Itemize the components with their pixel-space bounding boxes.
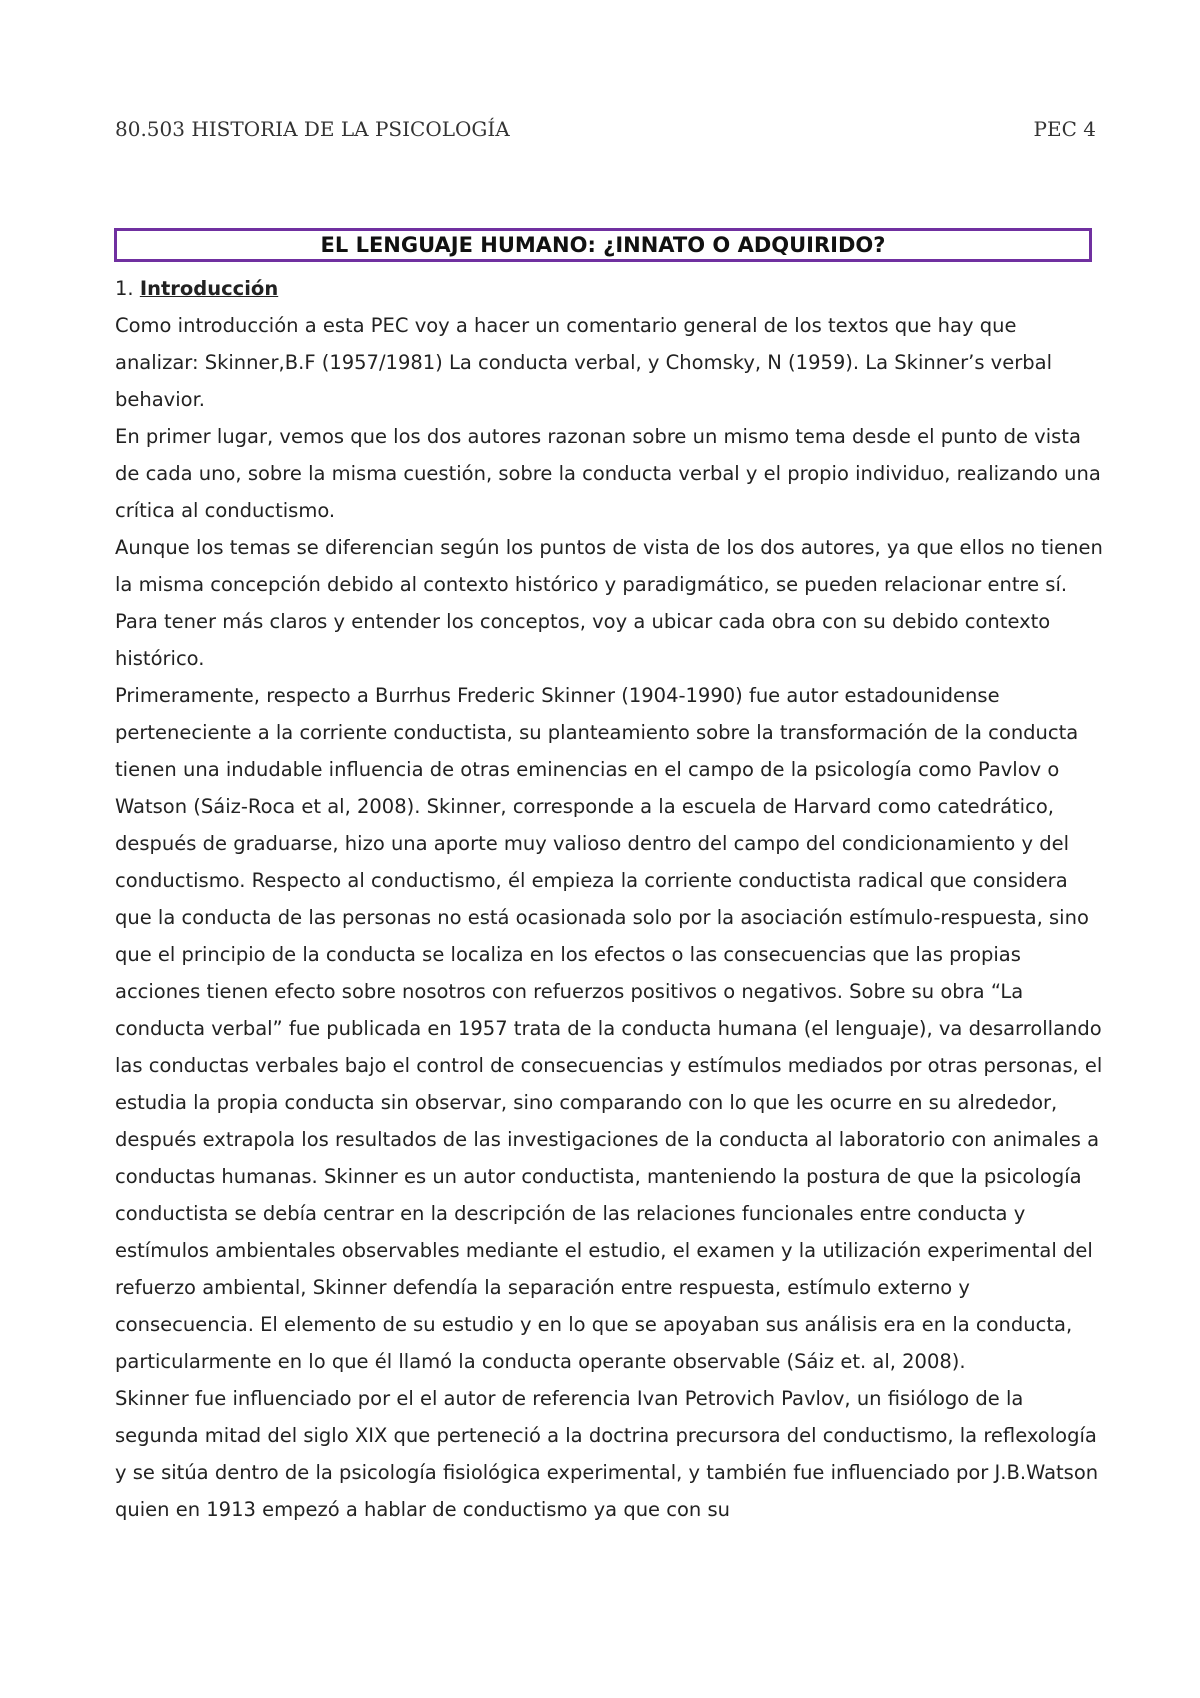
section-title: Introducción (139, 277, 279, 300)
paragraph-5: Skinner fue influenciado por el el autor de referencia Ivan Petrovich Pavlov, un fisiólogo de la segunda mitad del siglo XIX que perteneció a la doctrina precursora del conductismo, la reflexología y se sitúa dentro de la psicología fisiológica experimental, y también fue influenciado por J.B.Watson quien en 1913 empezó a hablar de conductismo ya que con su (115, 1387, 1099, 1521)
section-number: 1. (115, 277, 134, 300)
course-name: 80.503 HISTORIA DE LA PSICOLOGÍA (115, 117, 510, 141)
document-title: EL LENGUAJE HUMANO: ¿INNATO O ADQUIRIDO? (320, 233, 886, 257)
paragraph-4: Primeramente, respecto a Burrhus Frederic Skinner (1904-1990) fue autor estadounidense perteneciente a la corriente conductista, su planteamiento sobre la transformación de la conducta tienen una indudable influencia de otras eminencias en el campo de la psicología como Pavlov o Watson (Sáiz-Roca et al, 2008). Skinner, corresponde a la escuela de Harvard como catedrático, después de graduarse, hizo una aporte muy valioso dentro del campo del condicionamiento y del conductismo. Respecto al conductismo, él empieza la corriente conductista radical que considera que la conducta de las personas no está ocasionada solo por la asociación estímulo-respuesta, sino que el principio de la conducta se localiza en los efectos o las consecuencias que las propias acciones tienen efecto sobre nosotros con refuerzos positivos o negativos. Sobre su obra “La conducta verbal” fue publicada en 1957 trata de la conducta humana (el lenguaje), va desarrollando las conductas verbales bajo el control de consecuencias y estímulos mediados por otras personas, el estudia la propia conducta sin observar, sino comparando con lo que les ocurre en su alrededor, después extrapola los resultados de las investigaciones de la conducta al laboratorio con animales a conductas humanas. Skinner es un autor conductista, manteniendo la postura de que la psicología conductista se debía centrar en la descripción de las relaciones funcionales entre conducta y estímulos ambientales observables mediante el estudio, el examen y la utilización experimental del refuerzo ambiental, Skinner defendía la separación entre respuesta, estímulo externo y consecuencia. El elemento de su estudio y en lo que se apoyaban sus análisis era en la conducta, particularmente en lo que él llamó la conducta operante observable (Sáiz et. al, 2008). (115, 684, 1103, 1373)
document-title-box (114, 228, 1092, 262)
document-body (115, 270, 1105, 1528)
paragraph-1: Como introducción a esta PEC voy a hacer un comentario general de los textos que hay que analizar: Skinner,B.F (1957/1981) La conducta verbal, y Chomsky, N (1959). La Skinner’s verbal behavior. (115, 314, 1052, 411)
paragraph-3: Aunque los temas se diferencian según los puntos de vista de los dos autores, ya que ellos no tienen la misma concepción debido al contexto histórico y paradigmático, se pueden relacionar entre sí. Para tener más claros y entender los conceptos, voy a ubicar cada obra con su debido contexto histórico. (115, 536, 1103, 670)
section-heading (115, 270, 1105, 307)
pec-label: PEC 4 (1033, 117, 1096, 141)
paragraph-2: En primer lugar, vemos que los dos autores razonan sobre un mismo tema desde el punto de vista de cada uno, sobre la misma cuestión, sobre la conducta verbal y el propio individuo, realizando una crítica al conductismo. (115, 425, 1101, 522)
page-header (115, 117, 1096, 141)
